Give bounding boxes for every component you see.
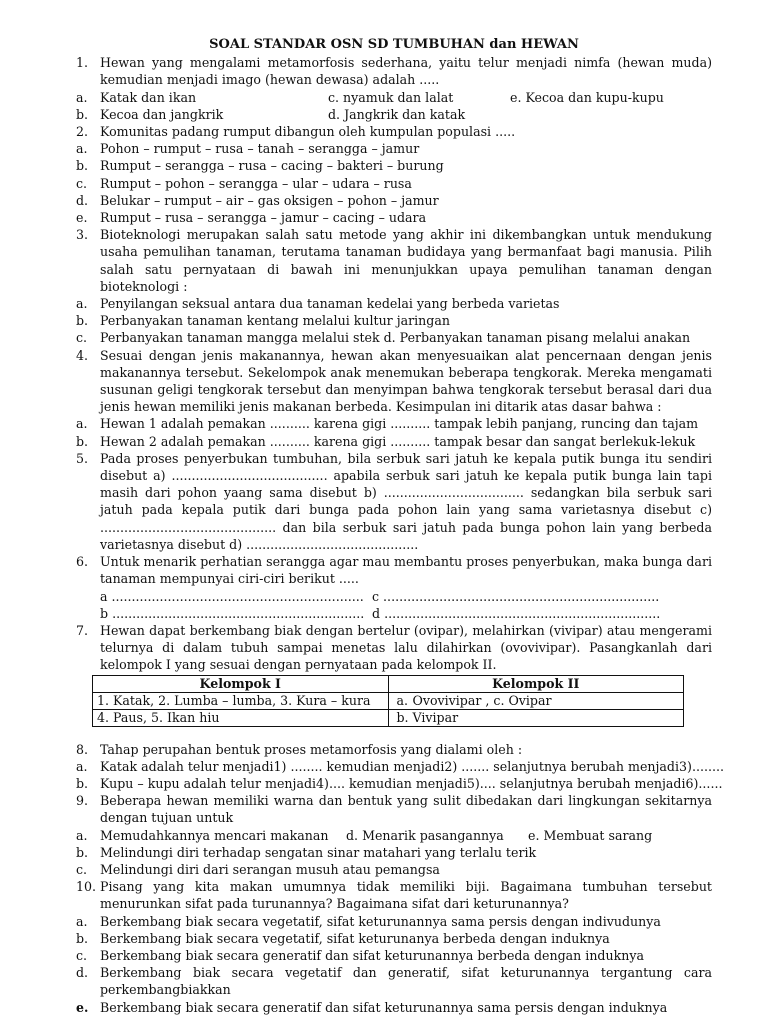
option-e: e. Kecoa dan kupu-kupu (510, 89, 664, 105)
page-title: SOAL STANDAR OSN SD TUMBUHAN dan HEWAN (209, 37, 579, 52)
option-b (76, 433, 712, 450)
option-label: d. (76, 192, 89, 208)
question-number: 10. (76, 879, 97, 895)
cell-text: Ovovivipar , c. Ovipar (412, 692, 552, 708)
option-b (76, 775, 723, 792)
option-text: Pohon – rumput – rusa – tanah – serangga – jamur (100, 141, 420, 157)
option-label: a. (76, 827, 88, 843)
option-text: Rumput – serangga – rusa – cacing – bakteri – burung (100, 158, 444, 174)
option-label: b. (76, 930, 89, 946)
blank-c: c ..................................................................... (372, 588, 660, 604)
option-b (76, 312, 712, 329)
option-a (76, 140, 712, 157)
option-d: d. Menarik pasangannya (346, 827, 504, 843)
option-label: d. (76, 965, 89, 981)
option-text: Melindungi diri dari serangan musuh atau pemangsa (100, 861, 440, 877)
option-label: a. (76, 141, 88, 157)
cell-text: Vivipar (412, 709, 459, 725)
question-8 (76, 741, 712, 758)
question-number: 7. (76, 622, 89, 638)
question-number: 9. (76, 793, 89, 809)
option-label: b. (76, 775, 89, 791)
option-d (76, 192, 712, 209)
option-label: e. (76, 210, 88, 226)
option-label: b. (76, 844, 89, 860)
option-d (76, 964, 712, 998)
option-a (76, 758, 724, 775)
option-label: b. (76, 433, 89, 449)
option-row (76, 106, 712, 123)
table-header: Kelompok II (388, 675, 684, 692)
option-a: Katak dan ikan (100, 89, 197, 105)
option-label: b. (76, 106, 89, 122)
question-5 (76, 450, 712, 553)
option-d: d. Jangkrik dan katak (328, 106, 466, 122)
question-10 (76, 878, 712, 912)
option-text: Penyilangan seksual antara dua tanaman kedelai yang berbeda varietas (100, 296, 560, 312)
option-text: Berkembang biak secara generatif dan sifat keturunannya berbeda dengan induknya (100, 947, 644, 963)
option-text: Perbanyakan tanaman mangga melalui stek d. Perbanyakan tanaman pisang melalui anakan (100, 330, 691, 346)
table-row (93, 692, 684, 709)
option-text: Melindungi diri terhadap sengatan sinar matahari yang terlalu terik (100, 844, 537, 860)
question-number: 4. (76, 347, 89, 363)
question-3 (76, 226, 712, 295)
option-label: a. (76, 416, 88, 432)
question-6 (76, 553, 712, 587)
option-label: a. (396, 692, 409, 708)
option-label: e. (76, 999, 89, 1015)
table-cell: 1. Katak, 2. Lumba – lumba, 3. Kura – kura (93, 692, 389, 709)
option-row (76, 827, 712, 844)
question-text: Tahap perupahan bentuk proses metamorfosis yang dialami oleh : (100, 741, 523, 757)
option-text: Rumput – rusa – serangga – jamur – cacing – udara (100, 210, 427, 226)
question-number: 3. (76, 227, 89, 243)
option-label: a. (76, 913, 88, 929)
blank-row (76, 605, 712, 622)
option-e: e. Membuat sarang (528, 827, 653, 843)
question-2 (76, 123, 712, 140)
option-text: Berkembang biak secara generatif dan sifat keturunannya sama persis dengan induknya (100, 999, 668, 1015)
option-label: c. (76, 330, 88, 346)
option-label: c. (76, 947, 88, 963)
option-label: a. (76, 89, 88, 105)
question-number: 2. (76, 124, 89, 140)
option-text: Hewan 1 adalah pemakan .......... karena gigi .......... tampak lebih panjang, runcing dan tajam (100, 416, 699, 432)
question-7 (76, 622, 712, 674)
option-e (76, 209, 712, 226)
option-b: Kecoa dan jangkrik (100, 106, 224, 122)
question-text: Untuk menarik perhatian serangga agar mau membantu proses penyerbukan, maka bunga dari tanaman mempunyai ciri-ciri berikut ..... (100, 554, 712, 587)
option-text: Belukar – rumput – air – gas oksigen – pohon – jamur (100, 192, 439, 208)
option-label: b. (396, 709, 409, 725)
option-text: Hewan 2 adalah pemakan .......... karena gigi .......... tampak besar dan sangat berlekuk-lekuk (100, 433, 696, 449)
question-number: 6. (76, 554, 89, 570)
option-label: b. (76, 158, 89, 174)
question-text: Sesuai dengan jenis makanannya, hewan akan menyesuaikan alat pencernaan dengan jenis makanannya tersebut. Sekelompok anak menemukan beberapa tengkorak. Mereka mengamati susunan geligi tengkorak tersebut dan menyimpan bahwa tengkorak tersebut berasal dari dua jenis hewan memiliki jenis makanan berbeda. Kesimpulan ini ditarik atas dasar bahwa : (100, 347, 712, 415)
question-number: 1. (76, 55, 89, 71)
option-text: Berkembang biak secara vegetatif dan generatif, sifat keturunannya tergantung cara perkembangbiakkan (100, 965, 712, 998)
table-row (93, 709, 684, 726)
question-text: Hewan dapat berkembang biak dengan bertelur (ovipar), melahirkan (vivipar) atau mengerami telurnya di dalam tubuh sampai menetas lalu dilahirkan (ovovivipar). Pasangkanlah dari kelompok I yang sesuai dengan pernyataan pada kelompok II. (100, 622, 712, 673)
table-cell: 4. Paus, 5. Ikan hiu (93, 709, 389, 726)
question-1 (76, 54, 712, 88)
question-9 (76, 792, 712, 826)
option-text: Berkembang biak secara vegetatif, sifat keturunannya sama persis dengan indivudunya (100, 913, 661, 929)
blank-b: b ............................................................... (100, 605, 365, 621)
question-text: Komunitas padang rumput dibangun oleh kumpulan populasi ..... (100, 124, 516, 140)
option-c (76, 329, 712, 346)
blank-a: a ............................................................... (100, 588, 364, 604)
matching-table (92, 675, 684, 727)
question-text: Hewan yang mengalami metamorfosis sederhana, yaitu telur menjadi nimfa (hewan muda) kemudian menjadi imago (hewan dewasa) adalah ..... (100, 55, 712, 88)
option-a: Memudahkannya mencari makanan (100, 827, 329, 843)
question-text: Pada proses penyerbukan tumbuhan, bila serbuk sari jatuh ke kepala putik bunga itu sendiri disebut a) ....................................... apabila serbuk sari jatuh ke kepala putik bunga lain tapi masih dari pohon yaang sama disebut b) ................................... sedangkan bila serbuk sari jatuh pada kepala putik dari bunga pada pohon lain yang sama varietasnya disebut c) ............................................ dan bila serbuk sari jatuh pada bunga pohon lain yang berbeda varietasnya disebut d) ........................................... (100, 450, 712, 552)
option-label: a. (76, 296, 88, 312)
option-text: Perbanyakan tanaman kentang melalui kultur jaringan (100, 313, 450, 329)
question-4 (76, 347, 712, 416)
option-label: c. (76, 861, 88, 877)
table-header: Kelompok I (93, 675, 389, 692)
blank-row (76, 588, 712, 605)
option-c: c. nyamuk dan lalat (328, 89, 454, 105)
option-text: Katak adalah telur menjadi1) ........ kemudian menjadi2) ....... selanjutnya berubah menjadi3)........ (100, 758, 724, 774)
option-row (76, 89, 712, 106)
table-cell (388, 692, 684, 709)
option-text: Berkembang biak secara vegetatif, sifat keturunanya berbeda dengan induknya (100, 930, 610, 946)
option-label: c. (76, 175, 88, 191)
option-a (76, 913, 712, 930)
option-b (76, 930, 712, 947)
option-c (76, 861, 712, 878)
option-text: Kupu – kupu adalah telur menjadi4).... kemudian menjadi5).... selanjutnya berubah menjadi6)...... (100, 775, 723, 791)
blank-d: d ..................................................................... (372, 605, 661, 621)
table-header-row (93, 675, 684, 692)
option-c (76, 947, 712, 964)
option-label: a. (76, 758, 88, 774)
question-text: Pisang yang kita makan umumnya tidak memiliki biji. Bagaimana tumbuhan tersebut menurunkan sifat pada turunannya? Bagaimana sifat dari keturunannya? (100, 879, 712, 912)
option-b (76, 844, 712, 861)
option-a (76, 295, 712, 312)
option-c (76, 175, 712, 192)
question-number: 5. (76, 450, 89, 466)
question-number: 8. (76, 741, 89, 757)
option-text: Rumput – pohon – serangga – ular – udara – rusa (100, 175, 412, 191)
option-b (76, 157, 712, 174)
table-cell (388, 709, 684, 726)
option-a (76, 415, 712, 432)
option-e (76, 999, 712, 1016)
question-text: Beberapa hewan memiliki warna dan bentuk yang sulit dibedakan dari lingkungan sekitarnya dengan tujuan untuk (100, 793, 712, 826)
question-text: Bioteknologi merupakan salah satu metode yang akhir ini dikembangkan untuk mendukung usaha pemulihan tanaman, terutama tanaman budidaya yang bermanfaat bagi manusia. Pilih salah satu pernyataan di bawah ini menunjukkan upaya pemulihan tanaman dengan bioteknologi : (100, 227, 712, 294)
option-label: b. (76, 313, 89, 329)
